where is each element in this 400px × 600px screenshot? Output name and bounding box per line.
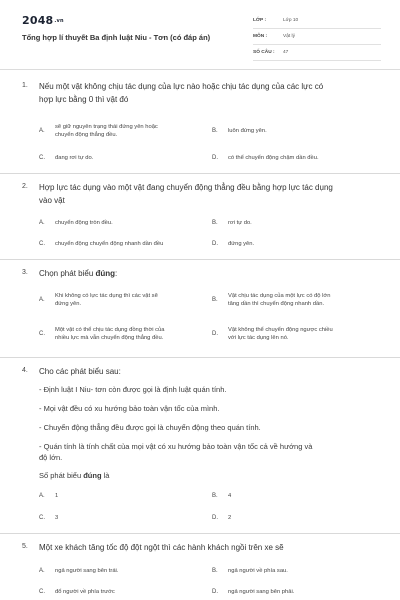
option-b[interactable] <box>212 567 382 577</box>
option-c[interactable] <box>39 588 209 598</box>
option-letter: B. <box>212 493 218 499</box>
header-divider <box>0 69 400 70</box>
option-text: ngả người sang bên phải. <box>228 589 295 595</box>
option-text-line: Vật chịu tác dụng của một lực có độ lớn <box>228 293 331 299</box>
question-divider <box>0 173 400 174</box>
option-text: ngả người về phía sau. <box>228 568 288 574</box>
question-text <box>39 267 117 280</box>
option-b[interactable] <box>212 492 382 502</box>
question-divider <box>0 533 400 534</box>
option-letter: C. <box>39 515 45 521</box>
meta-label: MÔN : <box>253 34 268 39</box>
question-text <box>39 80 323 106</box>
option-text-line: tăng dần thì chuyển động nhanh dần. <box>228 301 325 307</box>
meta-row-subject <box>253 31 381 45</box>
option-d[interactable] <box>212 326 382 344</box>
prompt-text-emphasis: đúng <box>83 471 102 480</box>
option-text: rơi tự do. <box>228 220 252 226</box>
page-header <box>0 0 400 70</box>
option-text: luôn đứng yên. <box>228 128 267 134</box>
option-letter: C. <box>39 331 45 337</box>
question-text-part: : <box>115 269 118 278</box>
option-text-line: sẽ giữ nguyên trạng thái đứng yên hoặc <box>55 124 158 130</box>
question-2 <box>22 181 382 257</box>
option-letter: C. <box>39 155 45 161</box>
option-letter: C. <box>39 589 45 595</box>
option-c[interactable] <box>39 326 209 344</box>
question-number: 1. <box>22 82 28 89</box>
question-number: 2. <box>22 183 28 190</box>
option-c[interactable] <box>39 240 209 250</box>
prompt-text-part: là <box>101 471 110 480</box>
option-letter: B. <box>212 297 218 303</box>
question-text-line: vào vật <box>39 196 65 205</box>
meta-value: Lớp 10 <box>283 18 299 23</box>
option-text <box>55 292 158 308</box>
option-letter: D. <box>212 155 218 161</box>
option-letter: D. <box>212 515 218 521</box>
option-text: đứng yên. <box>228 241 255 247</box>
question-prompt <box>39 470 109 481</box>
option-b[interactable] <box>212 127 382 137</box>
site-logo[interactable] <box>22 14 64 27</box>
option-text: đang rơi tự do. <box>55 155 94 161</box>
option-text: 3 <box>55 515 59 521</box>
option-a[interactable] <box>39 567 209 577</box>
option-letter: A. <box>39 297 45 303</box>
option-d[interactable] <box>212 514 382 524</box>
question-text-line: Hợp lực tác dụng vào một vật đang chuyển động thẳng đều bằng hợp lực tác dụng <box>39 183 333 192</box>
question-number: 5. <box>22 543 28 550</box>
option-text: 1 <box>55 493 59 499</box>
statement: - Mọi vật đều có xu hướng bảo toàn vận tốc của mình. <box>39 404 220 413</box>
question-1 <box>22 80 382 172</box>
meta-row-class <box>253 15 381 29</box>
question-text-part: Chọn phát biểu <box>39 269 96 278</box>
option-letter: D. <box>212 241 218 247</box>
option-c[interactable] <box>39 514 209 524</box>
option-text-line: Một vật có thể chịu tác dụng đồng thời của <box>55 327 165 333</box>
option-text: 2 <box>228 515 232 521</box>
option-letter: A. <box>39 220 45 226</box>
option-text-line: nhiều lực mà vẫn chuyển động thẳng đều. <box>55 335 164 341</box>
question-3 <box>22 267 382 355</box>
option-letter: B. <box>212 568 218 574</box>
option-text: ngả người sang bên trái. <box>55 568 119 574</box>
statement: - Chuyển động thẳng đều được gọi là chuyển động theo quán tính. <box>39 423 261 432</box>
question-divider <box>0 357 400 358</box>
option-c[interactable] <box>39 154 209 164</box>
meta-value: 47 <box>283 50 289 55</box>
document-title: Tổng hợp lí thuyết Ba định luật Niu - Tơn (có đáp án) <box>22 33 211 42</box>
question-divider <box>0 259 400 260</box>
option-text-line: Vật không thể chuyển động ngược chiều <box>228 327 333 333</box>
meta-label: SỐ CÂU : <box>253 50 275 55</box>
document-meta <box>253 15 381 63</box>
statement: độ lớn. <box>39 453 63 462</box>
question-text-line: Nếu một vật không chịu tác dụng của lực nào hoặc chịu tác dụng của các lực có <box>39 82 324 91</box>
prompt-text-part: Số phát biểu <box>39 471 84 480</box>
option-text-line: đứng yên. <box>55 301 82 307</box>
option-b[interactable] <box>212 292 382 310</box>
option-text: có thể chuyển động chậm dần đều. <box>228 155 319 161</box>
option-letter: A. <box>39 128 45 134</box>
question-text <box>39 181 333 207</box>
option-a[interactable] <box>39 292 209 310</box>
question-5 <box>22 541 382 600</box>
option-d[interactable] <box>212 588 382 598</box>
option-letter: C. <box>39 241 45 247</box>
option-text-line: chuyển động thẳng đều. <box>55 132 118 138</box>
option-letter: A. <box>39 493 45 499</box>
question-4 <box>22 365 382 529</box>
option-text <box>228 292 330 308</box>
option-text <box>55 326 165 342</box>
option-text: chuyển động chuyển động nhanh dần đều <box>55 241 164 247</box>
question-text: Một xe khách tăng tốc độ đột ngột thì các hành khách ngồi trên xe sẽ <box>39 543 284 552</box>
option-a[interactable] <box>39 219 209 229</box>
option-letter: A. <box>39 568 45 574</box>
meta-row-count <box>253 47 381 61</box>
option-letter: B. <box>212 128 218 134</box>
statement: - Định luật I Niu- tơn còn được gọi là định luật quán tính. <box>39 385 227 394</box>
question-number: 4. <box>22 367 28 374</box>
option-text: 4 <box>228 493 232 499</box>
logo-text: 2048 <box>22 14 54 27</box>
option-d[interactable] <box>212 154 382 164</box>
option-letter: D. <box>212 331 218 337</box>
question-text-emphasis: đúng <box>95 269 116 278</box>
logo-suffix: .vn <box>54 18 64 24</box>
meta-label: LỚP : <box>253 18 267 23</box>
question-text: Cho các phát biểu sau: <box>39 367 121 376</box>
question-number: 3. <box>22 269 28 276</box>
option-a[interactable] <box>39 492 209 502</box>
option-text <box>228 326 333 342</box>
option-a[interactable] <box>39 123 209 141</box>
question-text-line: hợp lực bằng 0 thì vật đó <box>39 95 129 104</box>
option-text-line: với lực tác dụng lên nó. <box>228 335 289 341</box>
option-text: đổ người về phía trước <box>55 589 115 595</box>
option-text <box>55 123 158 139</box>
option-b[interactable] <box>212 219 382 229</box>
option-letter: B. <box>212 220 218 226</box>
statement: - Quán tính là tính chất của mọi vật có xu hướng bảo toàn vận tốc cả về hướng và <box>39 442 313 451</box>
option-text-line: Khi không có lực tác dụng thì các vật sẽ <box>55 293 158 299</box>
option-letter: D. <box>212 589 218 595</box>
option-d[interactable] <box>212 240 382 250</box>
meta-value: Vật lý <box>283 34 295 39</box>
option-text: chuyển động tròn đều. <box>55 220 113 226</box>
